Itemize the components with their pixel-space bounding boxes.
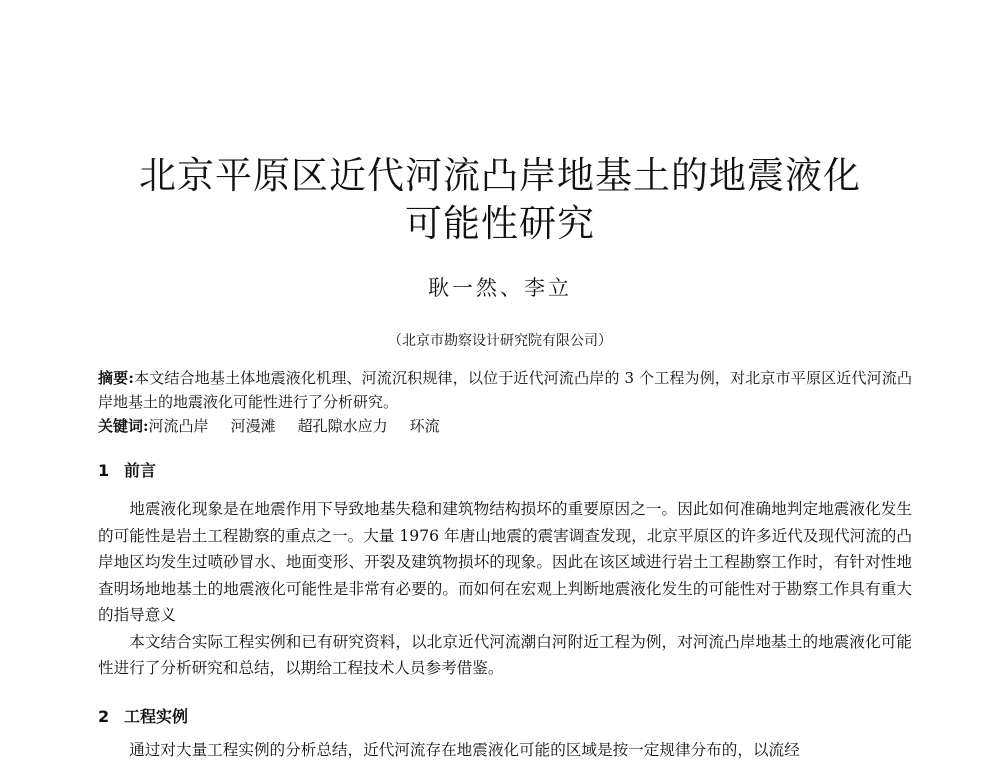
title-line-2: 可能性研究 — [405, 202, 595, 245]
paragraph: 通过对大量工程实例的分析总结，近代河流存在地震液化可能的区域是按一定规律分布的，以流经 — [129, 741, 800, 759]
keyword: 超孔隙水应力 — [297, 417, 388, 435]
section-heading-introduction — [98, 459, 156, 483]
section-title: 工程实例 — [124, 707, 189, 726]
section-number: 1 — [98, 461, 110, 480]
section-body-introduction — [98, 496, 912, 682]
section-heading-engineering-cases — [98, 705, 188, 729]
paragraph: 本文结合实际工程实例和已有研究资料，以北京近代河流潮白河附近工程为例，对河流凸岸地基土的地震液化可能性进行了分析研究和总结，以期给工程技术人员参考借鉴。 — [98, 632, 912, 677]
paragraph: 地震液化现象是在地震作用下导致地基失稳和建筑物结构损坏的重要原因之一。因此如何准确地判定地震液化发生的可能性是岩土工程勘察的重点之一。大量 1976 年唐山地震的震害调查发现，北京平原区的许多近代及现代河流的凸岸地区均发生过喷砂冒水、地面变形、开裂及建筑物损坏的现象。因此在该区域进行岩土工程勘察工作时，有针对性地查明场地地基土的地震液化可能性是非常有必要的。而如何在宏观上判断地震液化发生的可能性对于勘察工作具有重大的指导意义 — [98, 500, 912, 624]
title-line-1: 北京平原区近代河流凸岸地基土的地震液化 — [139, 154, 861, 197]
abstract — [98, 366, 912, 414]
keywords-label: 关键词: — [98, 417, 149, 435]
authors: 耿一然、李立 — [428, 276, 572, 300]
paper-title — [0, 152, 1000, 248]
affiliation: （北京市勘察设计研究院有限公司） — [388, 333, 612, 349]
abstract-label: 摘要: — [98, 369, 134, 387]
keyword: 环流 — [409, 417, 440, 435]
abstract-text: 本文结合地基土体地震液化机理、河流沉积规律，以位于近代河流凸岸的 3 个工程为例，对北京市平原区近代河流凸岸地基土的地震液化可能性进行了分析研究。 — [98, 369, 912, 411]
keyword: 河漫滩 — [230, 417, 276, 435]
section-number: 2 — [98, 707, 110, 726]
keyword: 河流凸岸 — [148, 417, 209, 435]
abstract-block — [98, 366, 912, 438]
keywords — [98, 414, 912, 438]
section-title: 前言 — [124, 461, 157, 480]
